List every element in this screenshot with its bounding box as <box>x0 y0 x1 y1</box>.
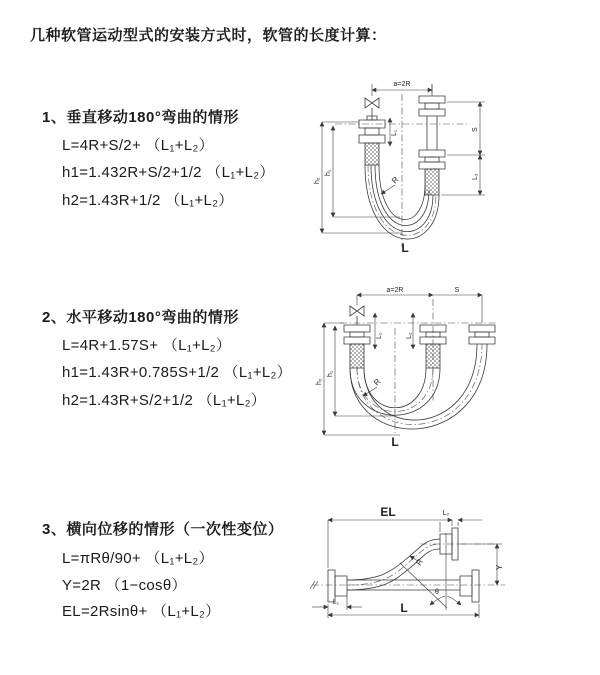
braided-hose-section <box>425 169 439 195</box>
dim-l2-label: L₂ <box>472 173 479 180</box>
radius-label: R <box>414 557 425 568</box>
dim-el-label: EL <box>380 505 396 519</box>
dim-a-2r <box>372 81 432 96</box>
diagram-vertical-180-bend <box>305 72 595 262</box>
braided-hose-section <box>365 143 379 165</box>
dim-a-2r-label: a=2R <box>393 81 411 88</box>
dim-l2-label: L₂ <box>442 510 450 517</box>
right-fitting-upper <box>419 84 445 150</box>
dim-l2 <box>406 313 413 349</box>
left-fitting <box>359 116 385 165</box>
length-label: L <box>401 241 409 255</box>
dim-l2 <box>441 155 485 195</box>
dim-l1-label: L₁ <box>332 599 340 606</box>
dim-h1-label: h₁ <box>327 370 334 377</box>
braided-hose-section <box>350 344 364 368</box>
section-1-formula-h2: h2=1.43R+1/2 （L₁+L₂） <box>62 192 234 209</box>
diagram-horizontal-180-bend <box>305 283 595 453</box>
dim-a-2r-label: a=2R <box>386 287 404 294</box>
section-1-formula-L: L=4R+S/2+ （L₁+L₂） <box>62 137 214 154</box>
dim-y <box>458 544 504 585</box>
right-fitting-moved <box>469 325 495 344</box>
radius-label: R <box>372 376 383 388</box>
section-1-heading: 1、垂直移动180°弯曲的情形 <box>42 109 239 126</box>
diagram-lateral-displacement <box>300 500 600 635</box>
dim-l-label: L <box>400 601 408 615</box>
dim-l1-label: L₁ <box>376 332 383 339</box>
right-flange <box>460 570 479 602</box>
dim-l1 <box>390 118 398 146</box>
section-3-heading: 3、横向位移的情形（一次性变位） <box>42 521 284 538</box>
right-fitting-lower <box>419 150 445 195</box>
length-label: L <box>391 435 399 449</box>
radius-callout <box>381 175 401 194</box>
dim-h1-label: h₁ <box>325 169 332 176</box>
dim-l2 <box>440 510 482 532</box>
section-3-formula-Y: Y=2R （1−cosθ） <box>62 577 187 594</box>
dim-h2-label: h₂ <box>316 378 323 385</box>
radius-label: R <box>390 174 401 186</box>
dim-l1 <box>375 313 383 349</box>
radius-callout <box>363 377 383 396</box>
angle-theta-label: θ <box>435 589 439 596</box>
dim-l1-label: L₁ <box>391 129 398 136</box>
dim-s <box>447 102 485 155</box>
section-2-formula-L: L=4R+1.57S+ （L₁+L₂） <box>62 337 232 354</box>
dim-l1 <box>312 596 362 610</box>
section-3-formula-EL: EL=2Rsinθ+ （L₁+L₂） <box>62 603 221 620</box>
braided-hose-section <box>426 344 440 368</box>
section-2-formula-h1: h1=1.43R+0.785S+1/2 （L₁+L₂） <box>62 364 292 381</box>
dim-a-2r <box>357 287 482 323</box>
centerlines <box>335 94 467 247</box>
dim-s-label: S <box>454 287 460 294</box>
centerlines <box>312 544 505 585</box>
dim-h1 <box>325 126 400 217</box>
dim-l <box>328 601 479 618</box>
left-fitting <box>344 325 370 368</box>
dim-s-label: S <box>472 127 479 132</box>
section-3-formula-L: L=πRθ/90+ （L₁+L₂） <box>62 550 214 567</box>
dim-l2-label: L₂ <box>406 332 413 339</box>
hose-displaced-position <box>347 539 440 590</box>
dim-y-label: Y <box>495 564 504 570</box>
dim-h2-label: h₂ <box>314 177 321 184</box>
valve-icon <box>350 306 364 325</box>
left-flange <box>328 570 347 602</box>
section-2-heading: 2、水平移动180°弯曲的情形 <box>42 309 239 326</box>
page-title: 几种软管运动型式的安装方式时，软管的长度计算： <box>30 27 387 44</box>
section-1-formula-h1: h1=1.432R+S/2+1/2 （L₁+L₂） <box>62 164 275 181</box>
dim-el <box>328 505 452 568</box>
dim-h1 <box>327 326 393 416</box>
section-2-formula-h2: h2=1.43R+S/2+1/2 （L₁+L₂） <box>62 392 267 409</box>
